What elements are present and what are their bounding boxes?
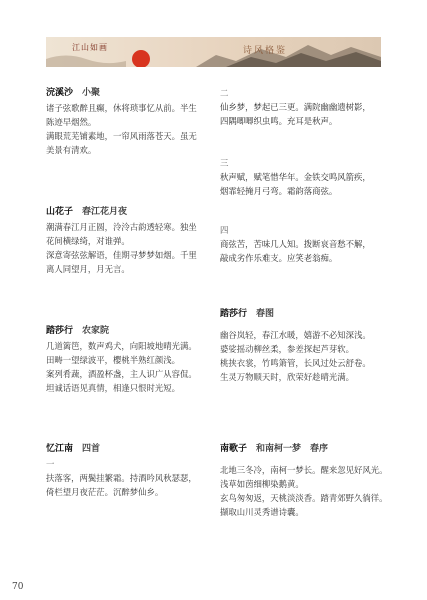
- poem-line: 扶落客，两鬓挂繁霜。持酒吟风秋瑟瑟，: [46, 473, 197, 483]
- stanza-2: [220, 86, 392, 128]
- poem-line: 潮满春江月正圆，泠泠古韵透轻寒。独坐: [46, 222, 197, 232]
- header-right-text: 诗风格鉴: [243, 46, 288, 56]
- poem-line: 田畴一望绿波平，樱桃半熟红颜浅。: [46, 355, 180, 365]
- poem-line: 满眼荒芜铺素地，一帘风雨落苍天。虽无: [46, 131, 197, 141]
- poem-line: 离人同望月，月无言。: [46, 264, 130, 274]
- poem-line: 美景有清欢。: [46, 145, 97, 155]
- poem-title-text: 踏莎行: [220, 309, 248, 319]
- poem-nangezi: [220, 442, 392, 519]
- poem-line: 倚栏望月夜茫茫。沉醉梦仙乡。: [46, 487, 164, 497]
- poem-tashaxing-chuntu: [220, 307, 392, 384]
- poem-title-text: 踏莎行: [46, 326, 74, 336]
- poem-line: 桃挟衣裳，竹鸣箫管，长风过处云舒卷。: [220, 358, 371, 368]
- header-left-text: 江山如画: [72, 43, 108, 52]
- poem-line: 浅草如茵细柳染鹅黄。: [220, 479, 304, 489]
- poem-subtitle: 春图: [256, 309, 275, 319]
- poem-tashaxing-nongjiayuan: [46, 324, 218, 395]
- poem-line: 婆娑摇动柳丝柔，参差探起芦芽软。: [220, 344, 354, 354]
- poem-title: [220, 442, 392, 456]
- stanza-number: 二: [220, 88, 229, 98]
- poem-line: 四隅唧唧织虫鸣。充耳是秋声。: [220, 116, 338, 126]
- poem-shanhuazi: [46, 205, 218, 276]
- poem-title-text: 浣溪沙: [46, 88, 74, 98]
- page-number: 70: [12, 582, 24, 592]
- poem-line: 秋声赋，赋笔惜华年。金铁交鸣风箭疾，: [220, 172, 371, 182]
- poem-line: 深意寄弦弦解语，佳期寻梦梦如烟。千里: [46, 250, 197, 260]
- poem-title-text: 山花子: [46, 207, 74, 217]
- poem-line: 陈迹早烟然。: [46, 117, 97, 127]
- poem-yijiangnan: [46, 442, 218, 499]
- poem-line: 仙乡梦，梦起已三更。满院幽幽遗树影，: [220, 102, 371, 112]
- poem-line: 撷取山川灵秀谱诗囊。: [220, 507, 304, 517]
- poem-subtitle: 小聚: [82, 88, 101, 98]
- poem-title-text: 南歌子: [220, 444, 248, 454]
- poem-subtitle: 和南柯一梦 春序: [256, 444, 329, 454]
- poem-line: 几道篱笆，数声鸡犬，向阳坡地晴光满。: [46, 341, 197, 351]
- poem-title: [46, 205, 218, 219]
- poem-line: 北地三冬冷，南柯一梦长。醒来忽见好风光。: [220, 465, 388, 475]
- poem-line: 生灵万物顺天时，欣荣好趁晴光满。: [220, 372, 354, 382]
- poem-line: 烟霏轻掩月弓弯。霜韵落商弦。: [220, 186, 338, 196]
- poem-subtitle: 四首: [82, 444, 101, 454]
- poem-line: 诸子弦歌醉且癫，休将琐事忆从前。半生: [46, 103, 197, 113]
- poem-subtitle: 春江花月夜: [82, 207, 128, 217]
- poem-line: 坦诚话语见真情，相逢只恨时光短。: [46, 383, 180, 393]
- stanza-number: 三: [220, 158, 229, 168]
- poem-line: 敲成劣作乐难支。应笑老翁痴。: [220, 253, 338, 263]
- poem-line: 幽谷岚轻，春江水暖，嬉游不必知深浅。: [220, 330, 371, 340]
- poem-title: [220, 307, 392, 321]
- poem-title: [46, 324, 218, 338]
- header-banner: [46, 37, 381, 67]
- stanza-number: 四: [220, 225, 229, 235]
- poem-title: [46, 442, 218, 456]
- poem-line: 玄鸟匆匆返，天桃淡淡香。踏青郊野久徜徉。: [220, 493, 388, 503]
- poem-line: 案列肴蔬，酒盈杯盏，主人识广从容侃。: [46, 369, 197, 379]
- stanza-4: [220, 223, 392, 265]
- poem-line: 商弦苦，苦味几人知。拨断哀音愁不解，: [220, 239, 371, 249]
- poem-subtitle: 农家院: [82, 326, 110, 336]
- poem-title: [46, 86, 218, 100]
- poem-line: 花间横绿绮，对谁弹。: [46, 236, 130, 246]
- stanza-number: 一: [46, 459, 55, 469]
- stanza-3: [220, 156, 392, 198]
- poem-title-text: 忆江南: [46, 444, 74, 454]
- poem-huanxisha: [46, 86, 218, 157]
